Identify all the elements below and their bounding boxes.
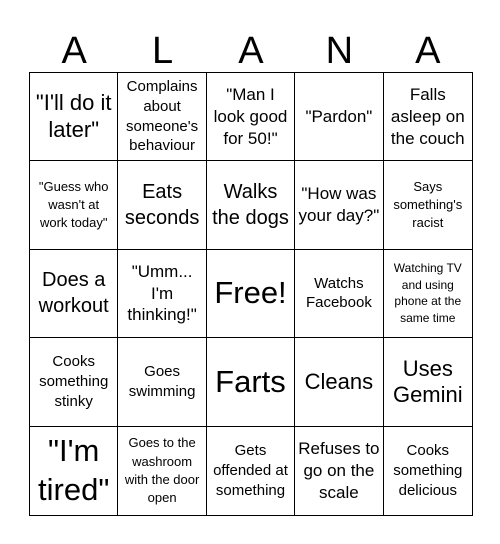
- bingo-cell[interactable]: [384, 250, 472, 338]
- bingo-cell[interactable]: [295, 161, 383, 249]
- header-letter: A: [415, 30, 441, 72]
- header-letter: A: [238, 30, 264, 72]
- bingo-board: [29, 72, 473, 516]
- cell-text: Falls asleep on the couch: [390, 85, 465, 148]
- bingo-cell[interactable]: [207, 161, 295, 249]
- cell-text: "Guess who wasn't at work today": [38, 178, 109, 231]
- bingo-cell[interactable]: [118, 338, 206, 426]
- bingo-cell[interactable]: [384, 338, 472, 426]
- bingo-cell[interactable]: [207, 427, 295, 515]
- cell-text: Cooks something delicious: [393, 442, 463, 499]
- header-letter: L: [152, 30, 174, 72]
- bingo-cell[interactable]: [295, 338, 383, 426]
- bingo-cell[interactable]: [30, 73, 118, 161]
- cell-text: "How was your day?": [298, 184, 380, 226]
- cell-text: Goes swimming: [128, 363, 196, 400]
- bingo-cell[interactable]: [30, 338, 118, 426]
- free-space[interactable]: [207, 250, 295, 338]
- cell-text: "Umm... I'm thinking!": [127, 261, 197, 325]
- cell-text: Says something's racist: [393, 178, 463, 231]
- cell-text: Complains about someone's behaviour: [126, 78, 199, 155]
- cell-text: Farts: [215, 363, 286, 399]
- cell-text: Free!: [214, 275, 287, 311]
- bingo-cell[interactable]: [295, 73, 383, 161]
- cell-text: Cooks something stinky: [39, 353, 109, 410]
- cell-text: Does a workout: [38, 269, 109, 318]
- bingo-cell[interactable]: [30, 161, 118, 249]
- bingo-cell[interactable]: [30, 250, 118, 338]
- cell-text: Goes to the washroom with the door open: [124, 435, 200, 505]
- bingo-cell[interactable]: [295, 250, 383, 338]
- cell-text: Watching TV and using phone at the same time: [393, 260, 462, 326]
- cell-text: Eats seconds: [124, 181, 200, 230]
- bingo-cell[interactable]: [30, 427, 118, 515]
- bingo-header: [30, 26, 472, 76]
- cell-text: Gets offended at something: [213, 442, 288, 499]
- cell-text: Watchs Facebook: [305, 274, 372, 312]
- cell-text: "Pardon": [305, 106, 373, 126]
- cell-text: "I'll do it later": [35, 90, 112, 142]
- cell-text: Uses Gemini: [392, 355, 463, 407]
- bingo-cell[interactable]: [118, 73, 206, 161]
- cell-text: "I'm tired": [38, 433, 110, 507]
- bingo-cell[interactable]: [384, 73, 472, 161]
- cell-text: Cleans: [304, 368, 374, 394]
- cell-text: Refuses to go on the scale: [298, 439, 380, 502]
- bingo-cell[interactable]: [384, 427, 472, 515]
- bingo-cell[interactable]: [384, 161, 472, 249]
- cell-text: Walks the dogs: [212, 181, 289, 230]
- header-letter: A: [61, 30, 87, 72]
- bingo-cell[interactable]: [207, 73, 295, 161]
- bingo-cell[interactable]: [207, 338, 295, 426]
- bingo-cell[interactable]: [118, 161, 206, 249]
- header-letter: N: [325, 30, 354, 72]
- bingo-cell[interactable]: [295, 427, 383, 515]
- bingo-cell[interactable]: [118, 427, 206, 515]
- cell-text: "Man I look good for 50!": [213, 85, 288, 148]
- bingo-cell[interactable]: [118, 250, 206, 338]
